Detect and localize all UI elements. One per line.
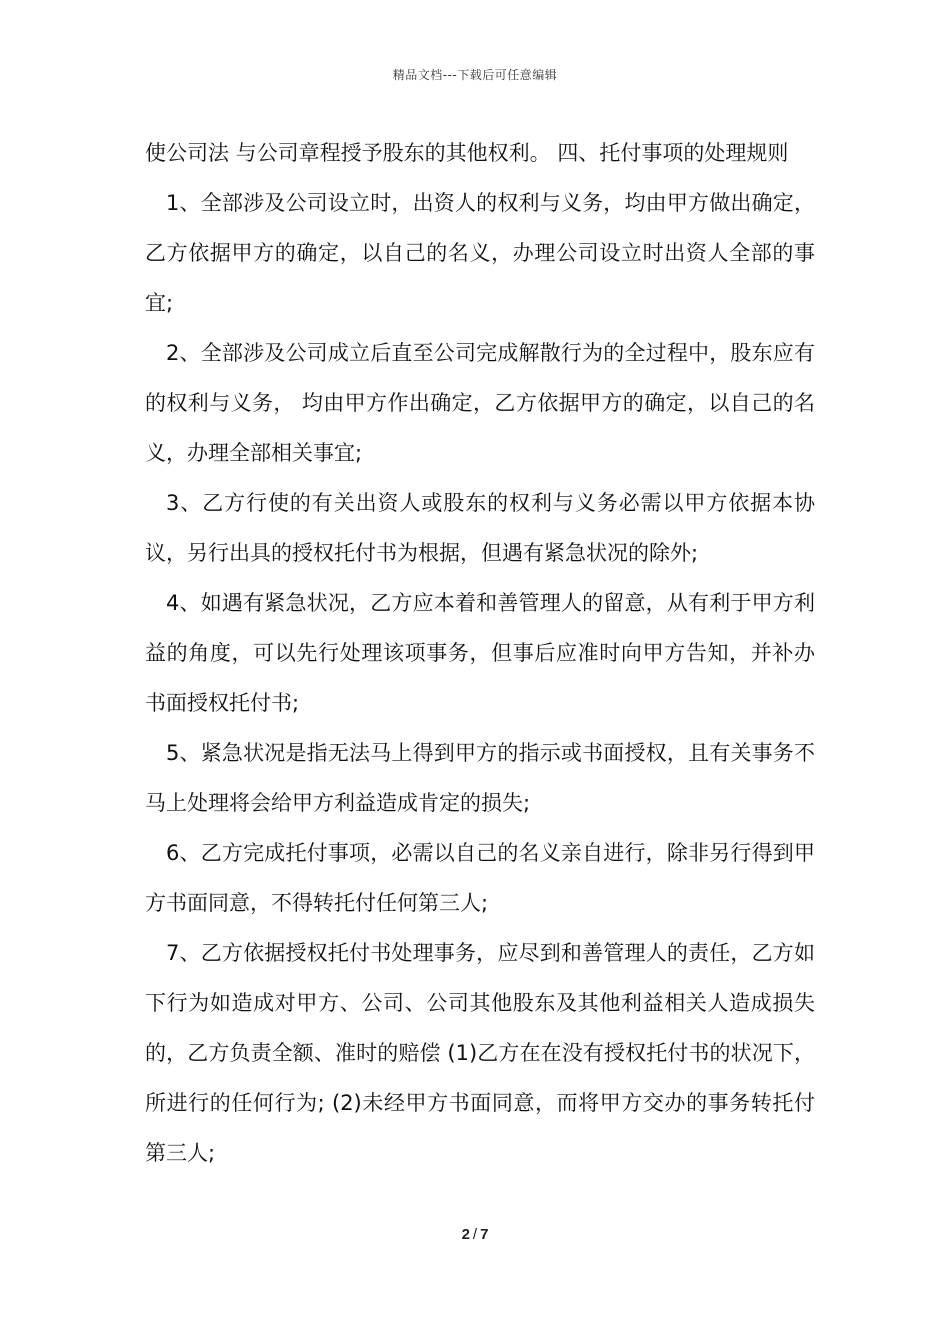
page-separator: / xyxy=(472,1226,478,1243)
paragraph-item-7: 7、乙方依据授权托付书处理事务，应尽到和善管理人的责任，乙方如下行为如造成对甲方、公司、公司其他股东及其他利益相关人造成损失的，乙方负责全额、准时的赔偿 (1)乙方在在没有授权托付书的状况下，所进行的任何行为; (2)未经甲方书面同意，而将甲方交办的事务转托付第三人; xyxy=(145,941,815,1165)
paragraph-item-2: 2、全部涉及公司成立后直至公司完成解散行为的全过程中，股东应有的权利与义务， 均由甲方作出确定，乙方依据甲方的确定，以自己的名义，办理全部相关事宜; xyxy=(145,341,815,465)
paragraph-item-4: 4、如遇有紧急状况，乙方应本着和善管理人的留意，从有利于甲方利益的角度，可以先行处理该项事务，但事后应准时向甲方告知，并补办书面授权托付书; xyxy=(145,591,815,715)
page-header: 精品文档---下载后可任意编辑 xyxy=(392,68,558,82)
total-pages-number: 7 xyxy=(480,1226,489,1243)
paragraph-item-5: 5、紧急状况是指无法马上得到甲方的指示或书面授权，且有关事务不马上处理将会给甲方利益造成肯定的损失; xyxy=(145,741,815,815)
current-page-number: 2 xyxy=(461,1226,470,1243)
paragraph-rights-and-rules: 使公司法 与公司章程授予股东的其他权利。 四、托付事项的处理规则 xyxy=(145,141,789,165)
paragraph-item-6: 6、乙方完成托付事项，必需以自己的名义亲自进行，除非另行得到甲方书面同意，不得转托付任何第三人; xyxy=(145,841,815,915)
document-body xyxy=(145,128,815,1178)
paragraph-item-3: 3、乙方行使的有关出资人或股东的权利与义务必需以甲方依据本协议，另行出具的授权托付书为根据，但遇有紧急状况的除外; xyxy=(145,491,815,565)
paragraph-item-1: 1、全部涉及公司设立时，出资人的权利与义务，均由甲方做出确定，乙方依据甲方的确定，以自己的名义，办理公司设立时出资人全部的事宜; xyxy=(145,191,815,315)
page-number xyxy=(0,1226,950,1243)
